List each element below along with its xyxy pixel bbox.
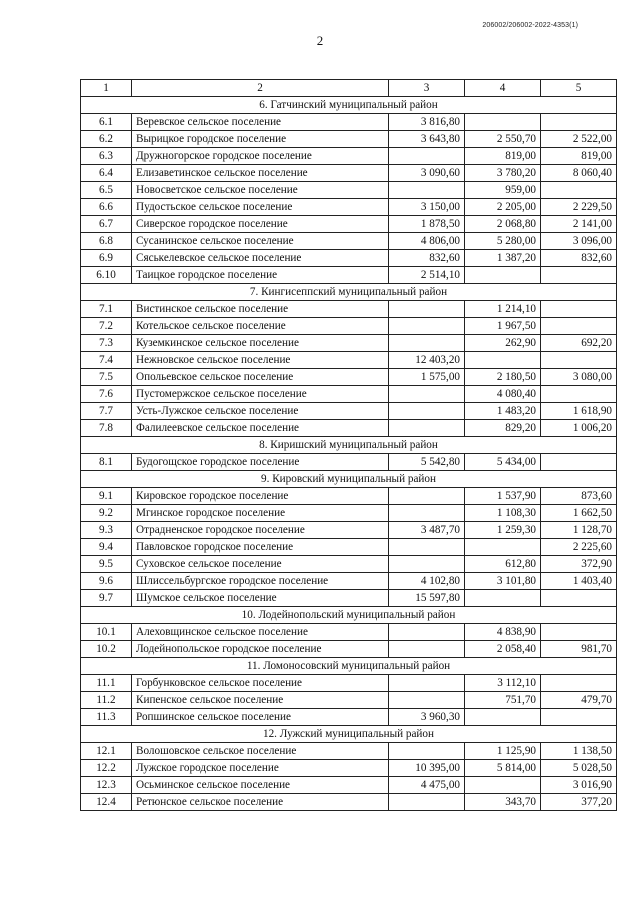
value-cell-col5: 2 141,00 (541, 216, 617, 233)
header-cell: 3 (389, 80, 465, 97)
settlement-name-cell: Куземкинское сельское поселение (132, 335, 389, 352)
value-cell-col5: 5 028,50 (541, 760, 617, 777)
row-number-cell: 12.1 (81, 743, 132, 760)
row-number-cell: 9.1 (81, 488, 132, 505)
value-cell-col3: 15 597,80 (389, 590, 465, 607)
value-cell-col5: 1 662,50 (541, 505, 617, 522)
settlement-name-cell: Алеховщинское сельское поселение (132, 624, 389, 641)
value-cell-col5: 372,90 (541, 556, 617, 573)
value-cell-col4 (465, 539, 541, 556)
value-cell-col4: 819,00 (465, 148, 541, 165)
value-cell-col5 (541, 267, 617, 284)
value-cell-col5: 377,20 (541, 794, 617, 811)
row-number-cell: 7.5 (81, 369, 132, 386)
value-cell-col4: 1 483,20 (465, 403, 541, 420)
value-cell-col4: 5 280,00 (465, 233, 541, 250)
value-cell-col3 (389, 743, 465, 760)
row-number-cell: 6.8 (81, 233, 132, 250)
value-cell-col3 (389, 539, 465, 556)
settlement-name-cell: Таицкое городское поселение (132, 267, 389, 284)
row-number-cell: 11.2 (81, 692, 132, 709)
table-row (81, 165, 617, 182)
value-cell-col3 (389, 556, 465, 573)
table-row (81, 692, 617, 709)
settlement-name-cell: Котельское сельское поселение (132, 318, 389, 335)
settlement-name-cell: Сусанинское сельское поселение (132, 233, 389, 250)
table-row (81, 488, 617, 505)
settlement-name-cell: Шлиссельбургское городское поселение (132, 573, 389, 590)
table-row (81, 352, 617, 369)
value-cell-col5 (541, 182, 617, 199)
value-cell-col4: 2 058,40 (465, 641, 541, 658)
table-row (81, 335, 617, 352)
value-cell-col5: 1 403,40 (541, 573, 617, 590)
value-cell-col4: 4 838,90 (465, 624, 541, 641)
row-number-cell: 6.2 (81, 131, 132, 148)
settlement-name-cell: Елизаветинское сельское поселение (132, 165, 389, 182)
header-cell: 5 (541, 80, 617, 97)
section-header-row (81, 437, 617, 454)
table-row (81, 148, 617, 165)
value-cell-col4: 3 780,20 (465, 165, 541, 182)
row-number-cell: 7.8 (81, 420, 132, 437)
settlement-name-cell: Волошовское сельское поселение (132, 743, 389, 760)
value-cell-col4: 3 101,80 (465, 573, 541, 590)
settlement-name-cell: Вистинское сельское поселение (132, 301, 389, 318)
value-cell-col5: 981,70 (541, 641, 617, 658)
row-number-cell: 10.2 (81, 641, 132, 658)
row-number-cell: 10.1 (81, 624, 132, 641)
settlement-name-cell: Лодейнопольское городское поселение (132, 641, 389, 658)
value-cell-col4: 2 550,70 (465, 131, 541, 148)
settlement-name-cell: Новосветское сельское поселение (132, 182, 389, 199)
value-cell-col3: 10 395,00 (389, 760, 465, 777)
value-cell-col5: 2 522,00 (541, 131, 617, 148)
settlement-name-cell: Будогощское городское поселение (132, 454, 389, 471)
section-header-row (81, 658, 617, 675)
section-header-row (81, 607, 617, 624)
header-cell: 2 (132, 80, 389, 97)
value-cell-col3 (389, 318, 465, 335)
value-cell-col3 (389, 488, 465, 505)
row-number-cell: 6.1 (81, 114, 132, 131)
table-row (81, 556, 617, 573)
table-row (81, 454, 617, 471)
row-number-cell: 6.5 (81, 182, 132, 199)
settlement-name-cell: Лужское городское поселение (132, 760, 389, 777)
settlement-name-cell: Веревское сельское поселение (132, 114, 389, 131)
settlement-name-cell: Ретюнское сельское поселение (132, 794, 389, 811)
value-cell-col3: 3 960,30 (389, 709, 465, 726)
value-cell-col5: 692,20 (541, 335, 617, 352)
table-row (81, 794, 617, 811)
value-cell-col3: 3 816,80 (389, 114, 465, 131)
value-cell-col3: 832,60 (389, 250, 465, 267)
row-number-cell: 12.3 (81, 777, 132, 794)
value-cell-col4 (465, 267, 541, 284)
header-cell: 4 (465, 80, 541, 97)
value-cell-col3: 2 514,10 (389, 267, 465, 284)
row-number-cell: 12.4 (81, 794, 132, 811)
row-number-cell: 7.6 (81, 386, 132, 403)
table-row (81, 369, 617, 386)
value-cell-col5 (541, 624, 617, 641)
value-cell-col3 (389, 301, 465, 318)
value-cell-col5 (541, 454, 617, 471)
value-cell-col5 (541, 709, 617, 726)
row-number-cell: 11.1 (81, 675, 132, 692)
value-cell-col5: 832,60 (541, 250, 617, 267)
row-number-cell: 6.4 (81, 165, 132, 182)
value-cell-col3: 1 878,50 (389, 216, 465, 233)
document-code: 206002/206002-2022-4353(1) (482, 22, 578, 29)
value-cell-col5: 1 006,20 (541, 420, 617, 437)
settlement-name-cell: Горбунковское сельское поселение (132, 675, 389, 692)
table-row (81, 250, 617, 267)
table-row (81, 403, 617, 420)
value-cell-col3 (389, 335, 465, 352)
table-row (81, 114, 617, 131)
value-cell-col3 (389, 624, 465, 641)
value-cell-col5: 479,70 (541, 692, 617, 709)
value-cell-col3 (389, 148, 465, 165)
section-title: 11. Ломоносовский муниципальный район (81, 658, 617, 675)
value-cell-col5 (541, 675, 617, 692)
value-cell-col5: 3 080,00 (541, 369, 617, 386)
value-cell-col5: 2 225,60 (541, 539, 617, 556)
value-cell-col3: 3 090,60 (389, 165, 465, 182)
row-number-cell: 7.7 (81, 403, 132, 420)
value-cell-col3 (389, 403, 465, 420)
value-cell-col3 (389, 182, 465, 199)
section-header-row (81, 284, 617, 301)
row-number-cell: 9.2 (81, 505, 132, 522)
row-number-cell: 7.3 (81, 335, 132, 352)
value-cell-col5: 819,00 (541, 148, 617, 165)
value-cell-col5: 8 060,40 (541, 165, 617, 182)
table-row (81, 675, 617, 692)
table-row (81, 624, 617, 641)
value-cell-col4: 262,90 (465, 335, 541, 352)
row-number-cell: 6.7 (81, 216, 132, 233)
page-number: 2 (316, 33, 324, 48)
row-number-cell: 8.1 (81, 454, 132, 471)
value-cell-col4: 959,00 (465, 182, 541, 199)
settlement-name-cell: Суховское сельское поселение (132, 556, 389, 573)
table-row (81, 267, 617, 284)
value-cell-col5: 2 229,50 (541, 199, 617, 216)
value-cell-col4: 2 205,00 (465, 199, 541, 216)
value-cell-col4: 1 537,90 (465, 488, 541, 505)
section-header-row (81, 471, 617, 488)
table-row (81, 573, 617, 590)
value-cell-col4: 1 214,10 (465, 301, 541, 318)
row-number-cell: 6.10 (81, 267, 132, 284)
table-row (81, 777, 617, 794)
table-row (81, 539, 617, 556)
value-cell-col3: 5 542,80 (389, 454, 465, 471)
value-cell-col4: 1 387,20 (465, 250, 541, 267)
settlement-name-cell: Опольевское сельское поселение (132, 369, 389, 386)
table-row (81, 199, 617, 216)
value-cell-col3 (389, 692, 465, 709)
value-cell-col5: 3 016,90 (541, 777, 617, 794)
table-row (81, 233, 617, 250)
value-cell-col5 (541, 590, 617, 607)
row-number-cell: 6.9 (81, 250, 132, 267)
section-title: 7. Кингисеппский муниципальный район (81, 284, 617, 301)
value-cell-col5: 1 618,90 (541, 403, 617, 420)
value-cell-col3 (389, 794, 465, 811)
row-number-cell: 6.3 (81, 148, 132, 165)
table-row (81, 182, 617, 199)
value-cell-col4: 5 814,00 (465, 760, 541, 777)
value-cell-col4 (465, 777, 541, 794)
value-cell-col4: 751,70 (465, 692, 541, 709)
value-cell-col5 (541, 352, 617, 369)
value-cell-col3: 3 150,00 (389, 199, 465, 216)
value-cell-col3 (389, 386, 465, 403)
value-cell-col4: 2 068,80 (465, 216, 541, 233)
value-cell-col3: 4 475,00 (389, 777, 465, 794)
value-cell-col3 (389, 505, 465, 522)
settlement-name-cell: Сяськелевское сельское поселение (132, 250, 389, 267)
table-row (81, 760, 617, 777)
row-number-cell: 6.6 (81, 199, 132, 216)
settlement-name-cell: Сиверское городское поселение (132, 216, 389, 233)
table-row (81, 641, 617, 658)
value-cell-col4: 1 125,90 (465, 743, 541, 760)
value-cell-col4: 5 434,00 (465, 454, 541, 471)
value-cell-col5: 1 138,50 (541, 743, 617, 760)
value-cell-col4: 343,70 (465, 794, 541, 811)
section-title: 6. Гатчинский муниципальный район (81, 97, 617, 114)
value-cell-col5 (541, 301, 617, 318)
table-row (81, 590, 617, 607)
value-cell-col4 (465, 352, 541, 369)
value-cell-col3 (389, 420, 465, 437)
value-cell-col3: 3 643,80 (389, 131, 465, 148)
settlement-name-cell: Мгинское городское поселение (132, 505, 389, 522)
value-cell-col3 (389, 641, 465, 658)
settlement-name-cell: Дружногорское городское поселение (132, 148, 389, 165)
row-number-cell: 9.4 (81, 539, 132, 556)
row-number-cell: 7.2 (81, 318, 132, 335)
table-row (81, 386, 617, 403)
table-row (81, 301, 617, 318)
settlement-name-cell: Нежновское сельское поселение (132, 352, 389, 369)
value-cell-col5 (541, 114, 617, 131)
table-row (81, 131, 617, 148)
row-number-cell: 12.2 (81, 760, 132, 777)
settlement-name-cell: Павловское городское поселение (132, 539, 389, 556)
value-cell-col5 (541, 386, 617, 403)
section-title: 12. Лужский муниципальный район (81, 726, 617, 743)
table-header-row (81, 80, 617, 97)
section-header-row (81, 97, 617, 114)
row-number-cell: 7.1 (81, 301, 132, 318)
row-number-cell: 11.3 (81, 709, 132, 726)
value-cell-col5: 3 096,00 (541, 233, 617, 250)
settlement-name-cell: Усть-Лужское сельское поселение (132, 403, 389, 420)
value-cell-col4: 4 080,40 (465, 386, 541, 403)
settlement-name-cell: Пудостьское сельское поселение (132, 199, 389, 216)
value-cell-col3: 4 806,00 (389, 233, 465, 250)
value-cell-col4: 1 259,30 (465, 522, 541, 539)
settlement-name-cell: Осьминское сельское поселение (132, 777, 389, 794)
header-cell: 1 (81, 80, 132, 97)
value-cell-col3 (389, 675, 465, 692)
value-cell-col4: 829,20 (465, 420, 541, 437)
value-cell-col4 (465, 709, 541, 726)
row-number-cell: 9.3 (81, 522, 132, 539)
table-row (81, 522, 617, 539)
value-cell-col5 (541, 318, 617, 335)
value-cell-col4: 612,80 (465, 556, 541, 573)
value-cell-col5: 873,60 (541, 488, 617, 505)
settlement-name-cell: Фалилеевское сельское поселение (132, 420, 389, 437)
value-cell-col4 (465, 114, 541, 131)
value-cell-col5: 1 128,70 (541, 522, 617, 539)
settlement-name-cell: Кипенское сельское поселение (132, 692, 389, 709)
section-title: 10. Лодейнопольский муниципальный район (81, 607, 617, 624)
settlement-name-cell: Пустомержское сельское поселение (132, 386, 389, 403)
row-number-cell: 9.5 (81, 556, 132, 573)
row-number-cell: 9.7 (81, 590, 132, 607)
value-cell-col4: 2 180,50 (465, 369, 541, 386)
settlement-name-cell: Вырицкое городское поселение (132, 131, 389, 148)
table-row (81, 318, 617, 335)
value-cell-col3: 12 403,20 (389, 352, 465, 369)
section-title: 8. Киришский муниципальный район (81, 437, 617, 454)
value-cell-col3: 3 487,70 (389, 522, 465, 539)
value-cell-col3: 4 102,80 (389, 573, 465, 590)
settlement-name-cell: Шумское сельское поселение (132, 590, 389, 607)
table-row (81, 709, 617, 726)
data-table (80, 79, 617, 811)
value-cell-col4: 1 967,50 (465, 318, 541, 335)
value-cell-col4 (465, 590, 541, 607)
table-row (81, 216, 617, 233)
value-cell-col4: 3 112,10 (465, 675, 541, 692)
value-cell-col3: 1 575,00 (389, 369, 465, 386)
table-row (81, 505, 617, 522)
settlement-name-cell: Отрадненское городское поселение (132, 522, 389, 539)
row-number-cell: 9.6 (81, 573, 132, 590)
settlement-name-cell: Ропшинское сельское поселение (132, 709, 389, 726)
row-number-cell: 7.4 (81, 352, 132, 369)
section-header-row (81, 726, 617, 743)
section-title: 9. Кировский муниципальный район (81, 471, 617, 488)
table-row (81, 743, 617, 760)
table-row (81, 420, 617, 437)
value-cell-col4: 1 108,30 (465, 505, 541, 522)
settlement-name-cell: Кировское городское поселение (132, 488, 389, 505)
